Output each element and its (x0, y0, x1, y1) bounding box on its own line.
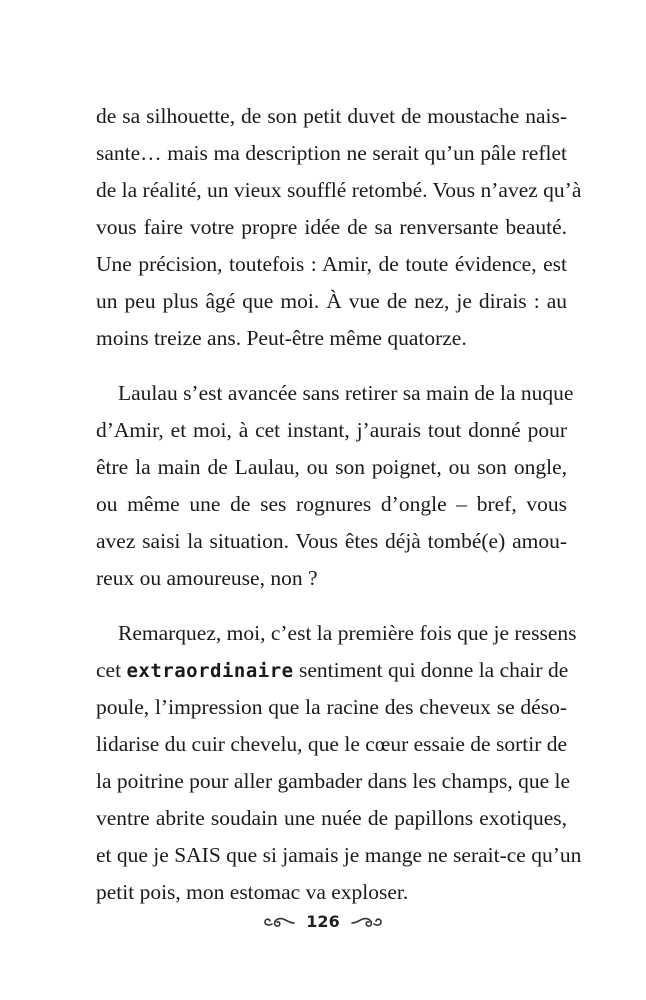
text-line: de sa silhouette, de son petit duvet de moustache nais- (96, 104, 567, 128)
text-line: petit pois, mon estomac va exploser. (96, 880, 409, 904)
text-line: ou même une de ses rognures d’ongle – bref, vous (96, 492, 567, 516)
text-line: d’Amir, et moi, à cet instant, j’aurais tout donné pour (96, 418, 567, 442)
body-text (96, 98, 582, 911)
text-line: être la main de Laulau, ou son poignet, ou son ongle, (96, 455, 567, 479)
text-line: sante… mais ma description ne serait qu’un pâle reflet (96, 141, 567, 165)
text-line: poule, l’impression que la racine des cheveux se déso- (96, 695, 567, 719)
text-line (96, 652, 567, 689)
text-line: Une précision, toutefois : Amir, de toute évidence, est (96, 252, 567, 276)
swirl-ornament-icon (262, 911, 296, 931)
paragraph-3 (96, 615, 582, 911)
text-line: vous faire votre propre idée de sa renversante beauté. (96, 215, 567, 239)
text-line: Remarquez, moi, c’est la première fois que je ressens (118, 621, 577, 645)
text-line: avez saisi la situation. Vous êtes déjà tombé(e) amou- (96, 529, 567, 553)
text-line: lidarise du cuir chevelu, que le cœur essaie de sortir de (96, 732, 568, 756)
emphasized-word: extraordinaire (126, 660, 294, 682)
text-line: un peu plus âgé que moi. À vue de nez, je dirais : au (96, 289, 567, 313)
paragraph-1 (96, 98, 582, 357)
text-fragment: sentiment qui donne la chair de (293, 658, 569, 682)
text-line: Laulau s’est avancée sans retirer sa main de la nuque (118, 381, 574, 405)
text-line: de la réalité, un vieux soufflé retombé. Vous n’avez qu’à (96, 178, 582, 202)
paragraph-spacing (96, 357, 567, 375)
paragraph-2 (96, 375, 574, 597)
swirl-ornament-icon (350, 911, 384, 931)
text-line: reux ou amoureuse, non ? (96, 566, 318, 590)
text-line: moins treize ans. Peut-être même quatorze. (96, 326, 467, 350)
text-line: ventre abrite soudain une nuée de papillons exotiques, (96, 806, 567, 830)
page-number: 126 (306, 911, 340, 931)
page-footer (0, 903, 646, 939)
paragraph-spacing (96, 597, 567, 615)
text-line: la poitrine pour aller gambader dans les champs, que le (96, 769, 571, 793)
text-fragment: cet (96, 658, 127, 682)
text-line: et que je SAIS que si jamais je mange ne serait-ce qu’un (96, 843, 582, 867)
